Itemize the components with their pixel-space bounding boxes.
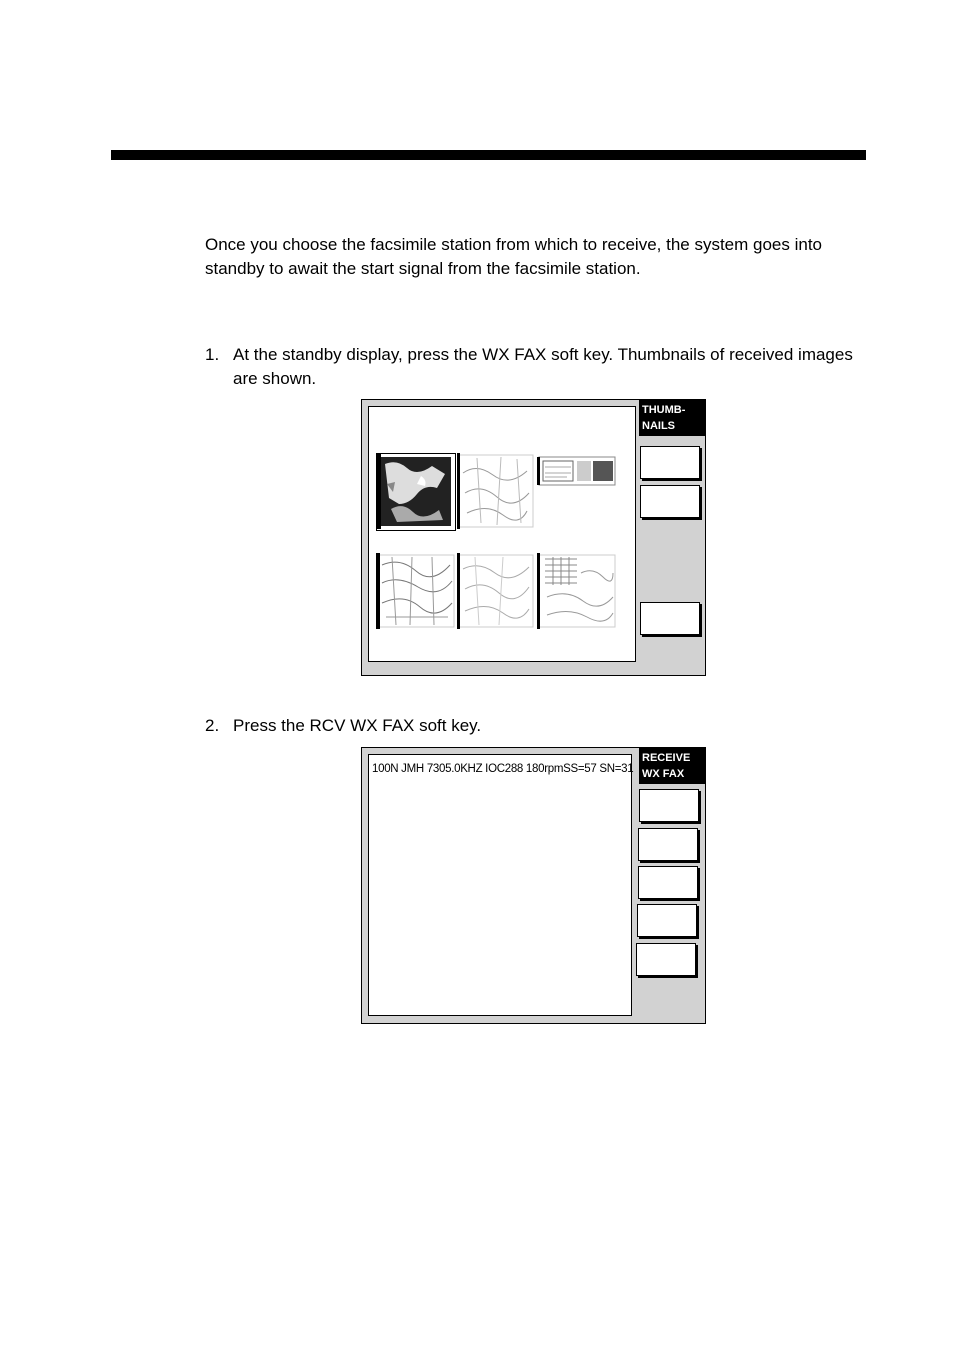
step-text: At the standby display, press the WX FAX soft key. Thumbnails of received images are shown.: [233, 345, 853, 388]
softkey-3[interactable]: [638, 866, 698, 899]
thumbnail-table-map[interactable]: [537, 553, 617, 631]
step-text: Press the RCV WX FAX soft key.: [233, 716, 482, 735]
menu-title-thumbnails: THUMB- NAILS: [639, 400, 706, 436]
thumbnail-map[interactable]: [457, 453, 537, 531]
top-rule: [111, 150, 866, 160]
softkey-2[interactable]: [640, 485, 700, 518]
softkey-4[interactable]: [637, 904, 697, 937]
thumbnail-satellite[interactable]: [376, 453, 456, 531]
thumbnail-pane: [368, 406, 636, 662]
receive-header-text: 100N JMH 7305.0KHZ IOC288 180rpmSS=57 SN=31: [372, 763, 634, 775]
softkey-5[interactable]: [636, 943, 696, 976]
intro-paragraph: Once you choose the facsimile station from which to receive, the system goes into standby to await the start signal from the facsimile station.: [205, 235, 823, 278]
thumbnail-chart-strip[interactable]: [537, 453, 617, 531]
step-number: 2.: [205, 716, 220, 735]
thumbnails-screen: [361, 399, 706, 676]
softkey-2[interactable]: [638, 828, 698, 861]
receive-wx-fax-screen: [361, 747, 706, 1024]
thumbnail-grid-map[interactable]: [376, 553, 456, 631]
thumbnail-map[interactable]: [457, 553, 537, 631]
step-number: 1.: [205, 345, 220, 364]
menu-title-receive-wx-fax: RECEIVE WX FAX: [639, 748, 706, 784]
softkey-1[interactable]: [640, 446, 700, 479]
softkey-3[interactable]: [640, 602, 700, 635]
softkey-1[interactable]: [639, 789, 699, 822]
receive-pane: [368, 754, 632, 1016]
